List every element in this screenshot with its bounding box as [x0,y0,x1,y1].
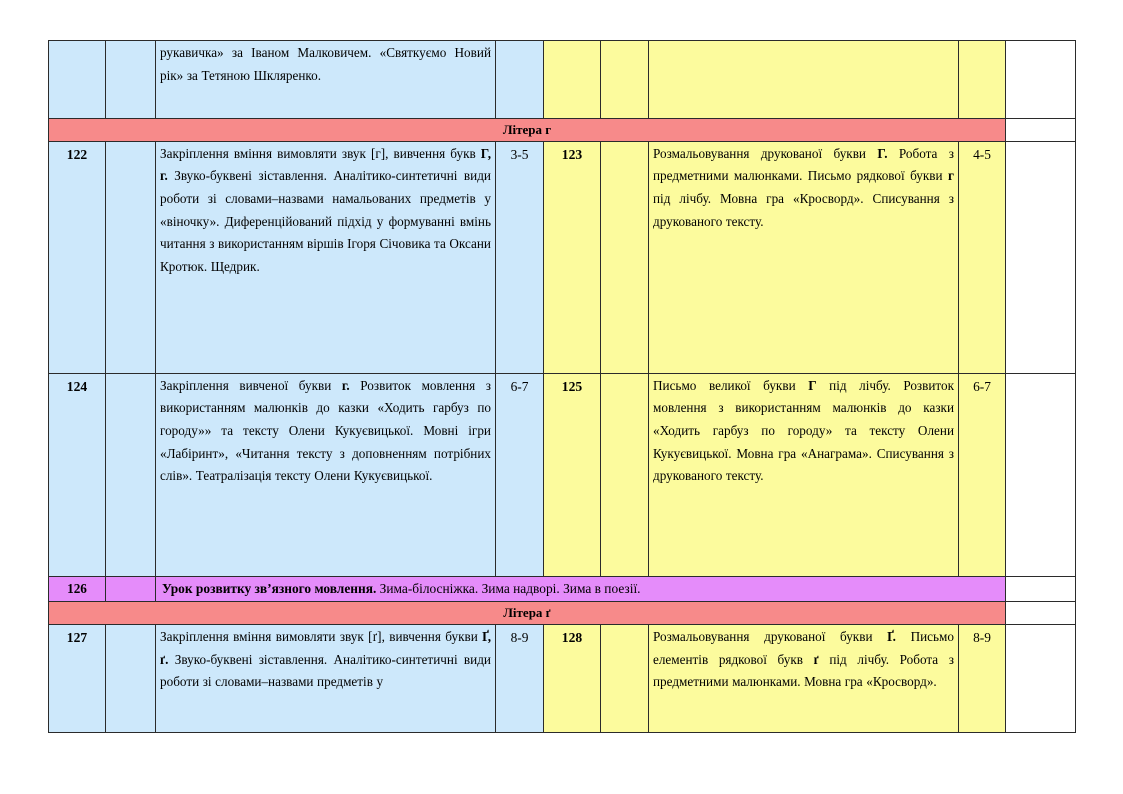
lesson-content-left [156,373,496,576]
lesson-number-left: 127 [49,624,106,732]
lesson-number-left: 122 [49,141,106,373]
lesson-content-right [649,41,959,119]
lesson-note [1006,373,1076,576]
lesson-number-right [544,41,601,119]
lesson-note [1006,624,1076,732]
body-text: Розмальовування друкованої букви [653,145,878,161]
body-text: Звуко-буквені зіставлення. Аналітико-синтетичні види роботи зі словами–назвами предметів у [160,651,491,690]
lesson-number-left [49,41,106,119]
lesson-pages-left: 8-9 [496,624,544,732]
lesson-date-right [601,41,649,119]
emphasis-text: Г [808,377,817,393]
lesson-pages-right: 8-9 [959,624,1006,732]
body-text: Закріплення вміння вимовляти звук [ґ], вивчення букви [160,628,483,644]
body-text: Письмо елементів рядкової букв [653,628,954,667]
lesson-date-right [601,373,649,576]
lesson-pages-right [959,41,1006,119]
emphasis-text: ґ [813,651,819,667]
section-header-row [49,119,1076,142]
special-lesson-number: 126 [49,576,106,602]
body-text: Закріплення вивченої букви [160,377,342,393]
lesson-number-right: 123 [544,141,601,373]
lesson-date-right [601,624,649,732]
lesson-date-left [106,373,156,576]
special-lesson-note [1006,576,1076,602]
lesson-pages-left: 3-5 [496,141,544,373]
body-text: під лічбу. Мовна гра «Кросворд». Списування з друкованого тексту. [653,190,954,229]
lesson-content-left [156,141,496,373]
body-text: Закріплення вміння вимовляти звук [г], вивчення букв [160,145,481,161]
emphasis-text: Ґ, ґ. [160,628,491,667]
emphasis-text: г. [341,377,350,393]
table-row [49,141,1076,373]
lesson-pages-left [496,41,544,119]
lesson-content-left: рукавичка» за Іваном Малковичем. «Святкуємо Новий рік» за Тетяною Шкляренко. [156,41,496,119]
body-text: Звуко-буквені зіставлення. Аналітико-синтетичні види роботи зі словами–назвами намальованих предметів у «віночку». Диференційований підхід у формуванні вмінь читання з використанням віршів Ігоря Січовика та Оксани Кротюк. Щедрик. [160,168,491,275]
body-text: під лічбу. Розвиток мовлення з використанням малюнків до казки «Ходить гарбуз по городу» та тексту Олени Кукуєвицької. Мовна гра «Анаграма». Списування з друкованого тексту. [653,377,955,484]
lesson-note [1006,41,1076,119]
emphasis-text: Г. [877,145,888,161]
special-lesson-text [156,576,1006,602]
section-header-note [1006,602,1076,625]
emphasis-text: Ґ. [887,628,896,644]
body-text: Розвиток мовлення з використанням малюнків до казки «Ходить гарбуз по городу»» та тексту Олени Кукуєвицької. Мовні ігри «Лабіринт», «Читання тексту з доповненням потрібних слів». Театралізація тексту Олени Кукуєвицької. [160,377,492,484]
lesson-number-right: 125 [544,373,601,576]
special-lesson-date [106,576,156,602]
lesson-number-right: 128 [544,624,601,732]
section-header-row [49,602,1076,625]
lesson-content-right [649,624,959,732]
lesson-content-right [649,141,959,373]
lesson-pages-right: 4-5 [959,141,1006,373]
body-text: Розмальовування друкованої букви [653,628,888,644]
special-lesson-body: Зима-білосніжка. Зима надворі. Зима в поезії. [376,580,641,596]
emphasis-text: г [948,168,954,184]
body-text: Робота з предметними малюнками. Письмо рядкової букви [653,145,954,184]
lesson-date-left [106,41,156,119]
lesson-date-left [106,624,156,732]
section-header-note [1006,119,1076,142]
special-lesson-row [49,576,1076,602]
section-header-label: Літера ґ [49,602,1006,625]
lesson-number-left: 124 [49,373,106,576]
table-row [49,624,1076,732]
table-row [49,41,1076,119]
lesson-content-right [649,373,959,576]
lesson-content-left [156,624,496,732]
section-header-label: Літера г [49,119,1006,142]
lesson-pages-right: 6-7 [959,373,1006,576]
emphasis-text: Г, г. [160,145,491,184]
lesson-schedule-table [48,40,1076,733]
lesson-note [1006,141,1076,373]
body-text: під лічбу. Робота з предметними малюнками. Мовна гра «Кросворд». [653,651,954,690]
body-text: Письмо великої букви [653,377,809,393]
lesson-date-left [106,141,156,373]
lesson-date-right [601,141,649,373]
lesson-pages-left: 6-7 [496,373,544,576]
special-lesson-title: Урок розвитку зв’язного мовлення. [162,580,377,596]
table-row [49,373,1076,576]
